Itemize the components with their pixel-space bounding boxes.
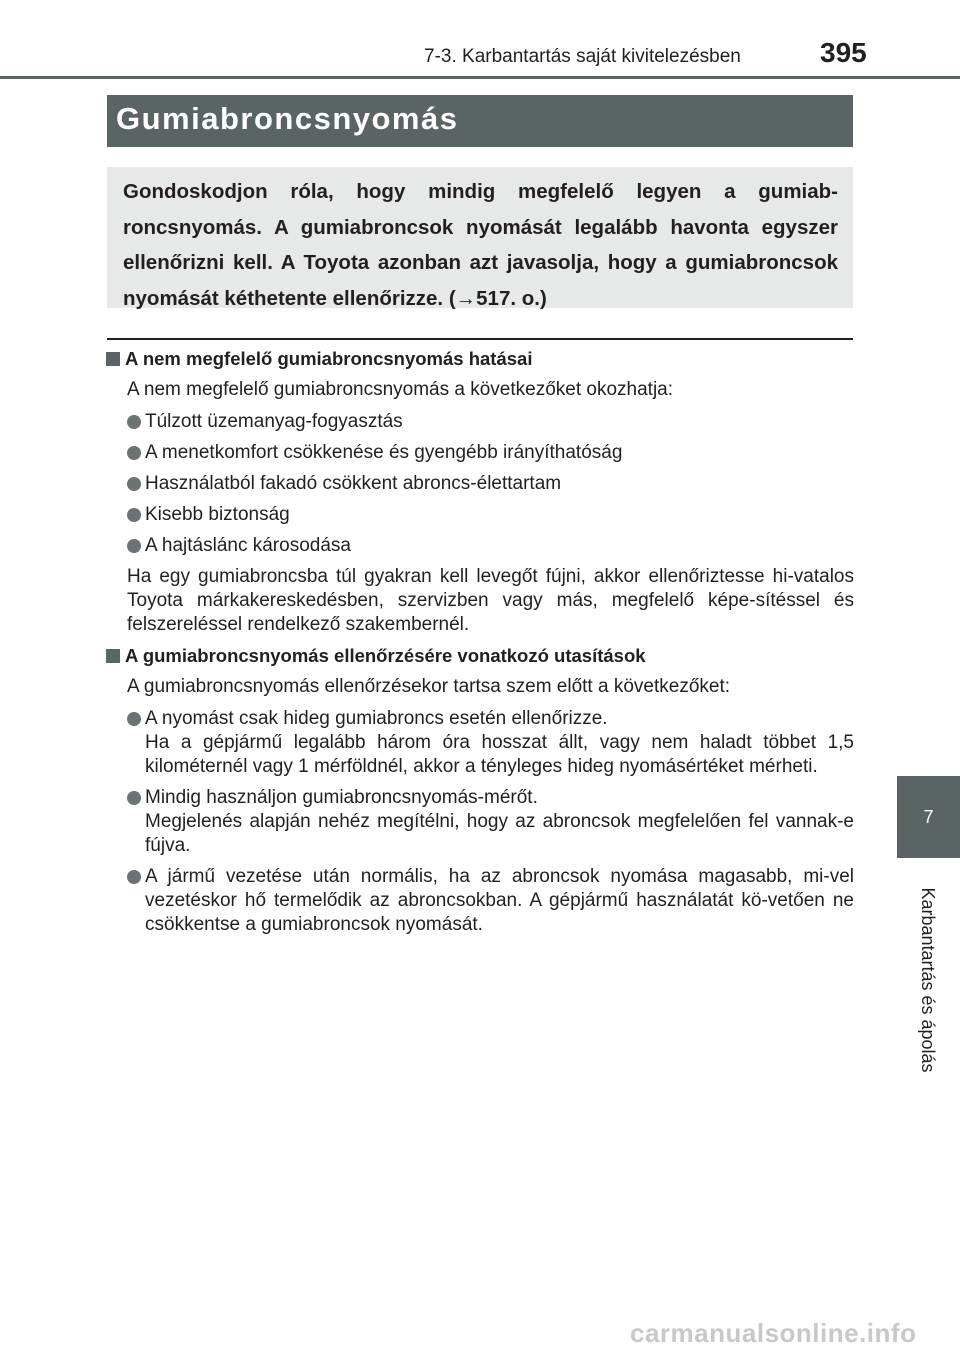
list-item-text: Mindig használjon gumiabroncsnyomás-mérőt. (145, 787, 538, 808)
list-item (106, 441, 854, 465)
round-bullet-icon (127, 539, 141, 553)
subsection-heading (106, 645, 854, 667)
list-item-detail: Ha a gépjármű legalább három óra hosszat állt, vagy nem haladt többet 1,5 kilométernél vagy 1 mérföldnél, akkor a tényleges hideg nyomásértéket mérheti. (145, 732, 854, 777)
paragraph: A nem megfelelő gumiabroncsnyomás a következőket okozhatja: (127, 379, 674, 400)
page-number: 395 (820, 37, 867, 68)
subsection-heading-text: A gumiabroncsnyomás ellenőrzésére vonatkozó utasítások (125, 645, 646, 666)
paragraph: Ha egy gumiabroncsba túl gyakran kell levegőt fújni, akkor ellenőriztesse hi-vatalos Toyota márkakereskedésben, szervizben vagy más, megfelelő képe-sítéssel és felszereléssel rendelkező szakembernél. (127, 566, 854, 635)
list-item (106, 534, 854, 558)
list-item (106, 786, 854, 858)
list-item-text: Használatból fakadó csökkent abroncs-élettartam (145, 473, 562, 494)
list-item-text: A menetkomfort csökkenése és gyengébb irányíthatóság (145, 442, 623, 463)
page-title: Gumiabroncsnyomás (116, 101, 459, 136)
round-bullet-icon (127, 477, 141, 491)
watermark: carmanualsonline.info (630, 1318, 917, 1348)
main-content (106, 345, 854, 944)
header-rule (0, 76, 960, 79)
square-bullet-icon (106, 352, 120, 366)
list-item (106, 503, 854, 527)
round-bullet-icon (127, 446, 141, 460)
round-bullet-icon (127, 870, 141, 884)
list-item-detail: Megjelenés alapján nehéz megítélni, hogy az abroncsok megfelelően fel vannak-e fújva. (145, 811, 854, 856)
list-item-text: A nyomást csak hideg gumiabroncs esetén ellenőrizze. (145, 708, 608, 729)
chapter-label: Karbantartás és ápolás (918, 887, 938, 1073)
round-bullet-icon (127, 415, 141, 429)
list-item (106, 410, 854, 434)
paragraph: A gumiabroncsnyomás ellenőrzésekor tartsa szem előtt a következőket: (127, 676, 731, 697)
square-bullet-icon (106, 649, 120, 663)
subsection-heading-text: A nem megfelelő gumiabroncsnyomás hatásai (125, 348, 533, 369)
subsection-heading (106, 348, 854, 370)
list-item-text: A jármű vezetése után normális, ha az abroncsok nyomása magasabb, mi-vel vezetéskor hő termelődik az abroncsokban. A gépjármű használatát kö-vetően ne csökkentse a gumiabroncsok nyomását. (145, 866, 854, 935)
list-item (106, 472, 854, 496)
list-item-text: A hajtáslánc károsodása (145, 535, 351, 556)
round-bullet-icon (127, 791, 141, 805)
list-item (106, 865, 854, 937)
list-item-text: Túlzott üzemanyag-fogyasztás (145, 411, 403, 432)
chapter-number: 7 (923, 806, 934, 827)
separator-line (107, 338, 853, 340)
list-item (106, 707, 854, 779)
running-header-section: 7-3. Karbantartás saját kivitelezésben (424, 46, 741, 67)
section-title-bar (107, 95, 853, 147)
intro-box (107, 167, 853, 308)
round-bullet-icon (127, 712, 141, 726)
round-bullet-icon (127, 508, 141, 522)
intro-text: Gondoskodjon róla, hogy mindig megfelelő legyen a gumiab-roncsnyomás. A gumiabroncsok nyomását legalább havonta egyszer ellenőrizni kell. A Toyota azonban azt javasolja, hogy a gumiabroncsok nyomását kéthetente ellenőrizze. (→517. o.) (123, 180, 838, 310)
list-item-text: Kisebb biztonság (145, 504, 290, 525)
